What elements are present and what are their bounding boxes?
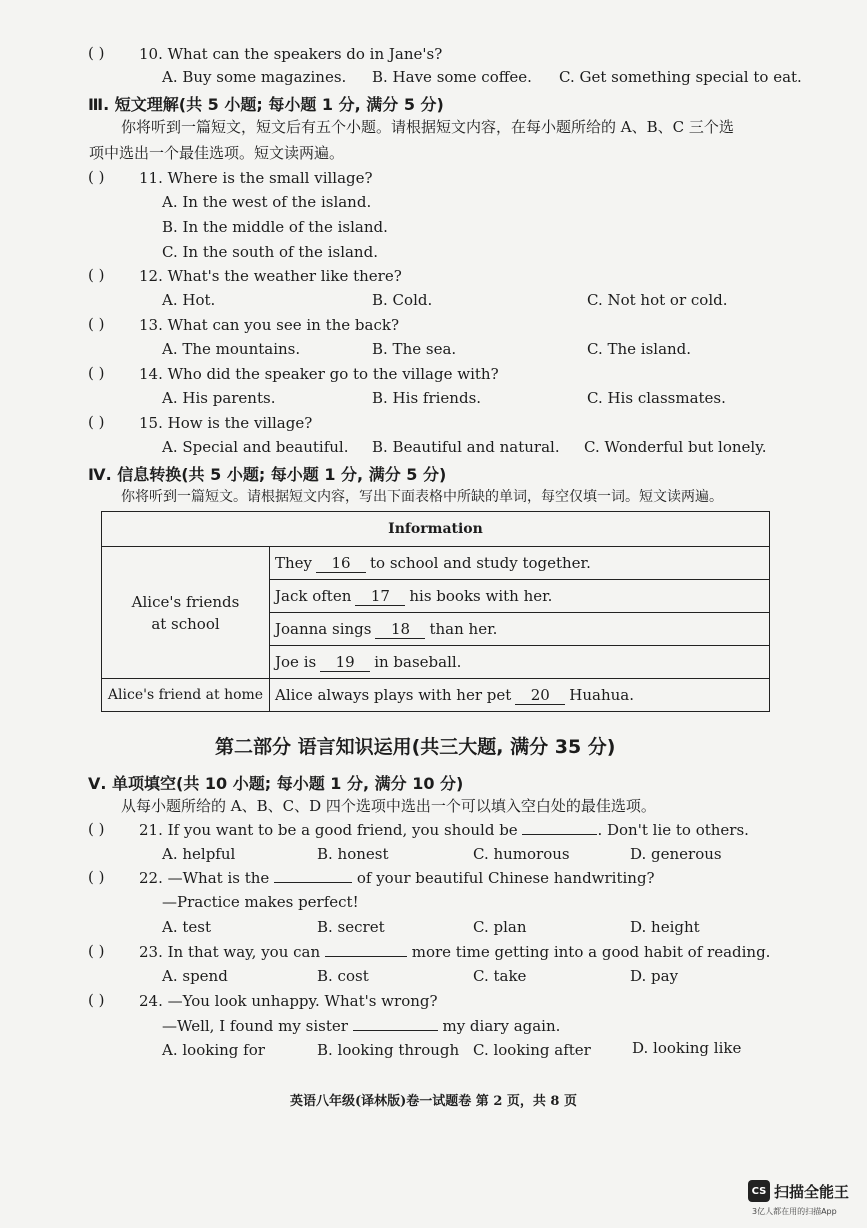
option-a: A. In the west of the island. <box>162 193 372 211</box>
blank-20[interactable]: 20 <box>515 686 565 705</box>
table-cell <box>270 580 770 613</box>
table-cell <box>270 646 770 679</box>
option-b: B. honest <box>317 845 389 863</box>
part-2-title: 第二部分 语言知识运用(共三大题, 满分 35 分) <box>215 736 616 758</box>
table-cell <box>270 547 770 580</box>
answer-paren: ( ) <box>88 364 105 382</box>
answer-paren: ( ) <box>88 942 105 960</box>
page-footer: 英语八年级(译林版)卷一试题卷 第 2 页，共 8 页 <box>289 1094 578 1109</box>
table-header-row <box>102 512 770 547</box>
cell-text: They <box>275 553 313 572</box>
option-a: A. Buy some magazines. <box>162 68 347 86</box>
option-b: B. His friends. <box>372 389 482 407</box>
answer-paren: ( ) <box>88 44 105 62</box>
table-row <box>102 547 770 580</box>
cs-logo-icon: CS <box>748 1180 770 1202</box>
answer-blank[interactable] <box>325 956 407 957</box>
cell-text: Alice always plays with her pet <box>275 685 512 704</box>
option-d: D. generous <box>630 845 722 863</box>
question-14: 14. Who did the speaker go to the village with? <box>139 365 499 383</box>
table-row <box>102 679 770 712</box>
cell-text: Huahua. <box>569 685 635 704</box>
blank-19[interactable]: 19 <box>320 653 370 672</box>
option-d: D. pay <box>630 967 679 985</box>
stem-text: 21. If you want to be a good friend, you should be <box>139 821 518 839</box>
answer-blank[interactable] <box>522 834 597 835</box>
blank-16[interactable]: 16 <box>316 554 366 573</box>
stem-text: . Don't lie to others. <box>597 821 749 839</box>
cell-text: his books with her. <box>409 586 553 605</box>
answer-blank[interactable] <box>274 882 352 883</box>
option-c: C. Not hot or cold. <box>587 291 728 309</box>
option-b: B. secret <box>317 918 385 936</box>
cell-text: than her. <box>429 619 498 638</box>
answer-paren: ( ) <box>88 315 105 333</box>
question-21 <box>139 820 749 840</box>
answer-paren: ( ) <box>88 868 105 886</box>
option-b: B. Cold. <box>372 291 433 309</box>
option-c: C. His classmates. <box>587 389 726 407</box>
answer-paren: ( ) <box>88 991 105 1009</box>
table-cell <box>270 613 770 646</box>
option-b: B. looking through <box>317 1041 460 1059</box>
answer-blank[interactable] <box>353 1030 438 1031</box>
question-22-reply: —Practice makes perfect! <box>162 893 359 911</box>
option-a: A. spend <box>162 967 228 985</box>
scanner-logo <box>748 1180 849 1202</box>
row-label-home-friend: Alice's friend at home <box>102 679 270 712</box>
question-13: 13. What can you see in the back? <box>139 316 400 334</box>
option-b: B. In the middle of the island. <box>162 218 388 236</box>
blank-17[interactable]: 17 <box>355 587 405 606</box>
section-3-heading: Ⅲ. 短文理解(共 5 小题; 每小题 1 分, 满分 5 分) <box>88 95 444 114</box>
question-22 <box>139 868 655 888</box>
stem-text: more time getting into a good habit of reading. <box>411 943 771 961</box>
answer-paren: ( ) <box>88 168 105 186</box>
question-stem: What can the speakers do in Jane's? <box>167 45 443 63</box>
answer-paren: ( ) <box>88 413 105 431</box>
option-c: C. Get something special to eat. <box>559 68 802 86</box>
question-24-reply <box>162 1016 560 1036</box>
row-label-school-friends <box>102 547 270 679</box>
option-b: B. The sea. <box>372 340 457 358</box>
option-c: C. plan <box>473 918 527 936</box>
option-c: C. humorous <box>473 845 570 863</box>
cell-text: in baseball. <box>374 652 462 671</box>
table-cell <box>270 679 770 712</box>
question-10 <box>139 44 442 64</box>
stem-text: of your beautiful Chinese handwriting? <box>356 869 655 887</box>
option-a: A. Hot. <box>162 291 216 309</box>
option-b: B. cost <box>317 967 369 985</box>
label-line-2: at school <box>151 614 220 633</box>
option-c: C. In the south of the island. <box>162 243 378 261</box>
question-11: 11. Where is the small village? <box>139 169 373 187</box>
blank-18[interactable]: 18 <box>375 620 425 639</box>
information-table <box>101 511 770 712</box>
option-c: C. The island. <box>587 340 692 358</box>
question-number: 10. <box>139 45 163 63</box>
section-4-heading: Ⅳ. 信息转换(共 5 小题; 每小题 1 分, 满分 5 分) <box>88 465 447 484</box>
option-a: A. Special and beautiful. <box>162 438 349 456</box>
cell-text: Jack often <box>275 586 352 605</box>
cell-text: Joanna sings <box>275 619 372 638</box>
logo-name: 扫描全能王 <box>774 1182 850 1201</box>
section-3-instructions: 你将听到一篇短文，短文后有五个小题。请根据短文内容，在每小题所给的 A、B、C 三个选 <box>121 118 734 136</box>
question-23 <box>139 942 770 962</box>
option-c: C. take <box>473 967 527 985</box>
section-4-instructions: 你将听到一篇短文。请根据短文内容，写出下面表格中所缺的单词，每空仅填一词。短文读两遍。 <box>121 489 723 505</box>
option-a: A. looking for <box>162 1041 265 1059</box>
option-a: A. The mountains. <box>162 340 301 358</box>
option-c: C. Wonderful but lonely. <box>584 438 767 456</box>
option-c: C. looking after <box>473 1041 591 1059</box>
cell-text: to school and study together. <box>370 553 591 572</box>
cell-text: Joe is <box>275 652 317 671</box>
question-15: 15. How is the village? <box>139 414 313 432</box>
stem-text: 23. In that way, you can <box>139 943 321 961</box>
section-5-instructions: 从每小题所给的 A、B、C、D 四个选项中选出一个可以填入空白处的最佳选项。 <box>121 797 656 815</box>
option-b: B. Have some coffee. <box>372 68 532 86</box>
question-24: 24. —You look unhappy. What's wrong? <box>139 992 438 1010</box>
option-b: B. Beautiful and natural. <box>372 438 560 456</box>
label-line-1: Alice's friends <box>131 592 240 611</box>
answer-paren: ( ) <box>88 266 105 284</box>
answer-paren: ( ) <box>88 820 105 838</box>
section-5-heading: Ⅴ. 单项填空(共 10 小题; 每小题 1 分, 满分 10 分) <box>88 774 464 793</box>
stem-text: —Well, I found my sister <box>162 1017 348 1035</box>
option-a: A. helpful <box>162 845 236 863</box>
question-12: 12. What's the weather like there? <box>139 267 402 285</box>
logo-tagline: 3亿人都在用的扫描App <box>752 1207 837 1216</box>
table-header: Information <box>102 512 770 547</box>
option-d: D. height <box>630 918 700 936</box>
stem-text: my diary again. <box>442 1017 561 1035</box>
option-a: A. test <box>162 918 211 936</box>
section-3-instructions-cont: 项中选出一个最佳选项。短文读两遍。 <box>89 144 345 162</box>
option-d: D. looking like <box>632 1039 742 1057</box>
option-a: A. His parents. <box>162 389 276 407</box>
stem-text: 22. —What is the <box>139 869 270 887</box>
